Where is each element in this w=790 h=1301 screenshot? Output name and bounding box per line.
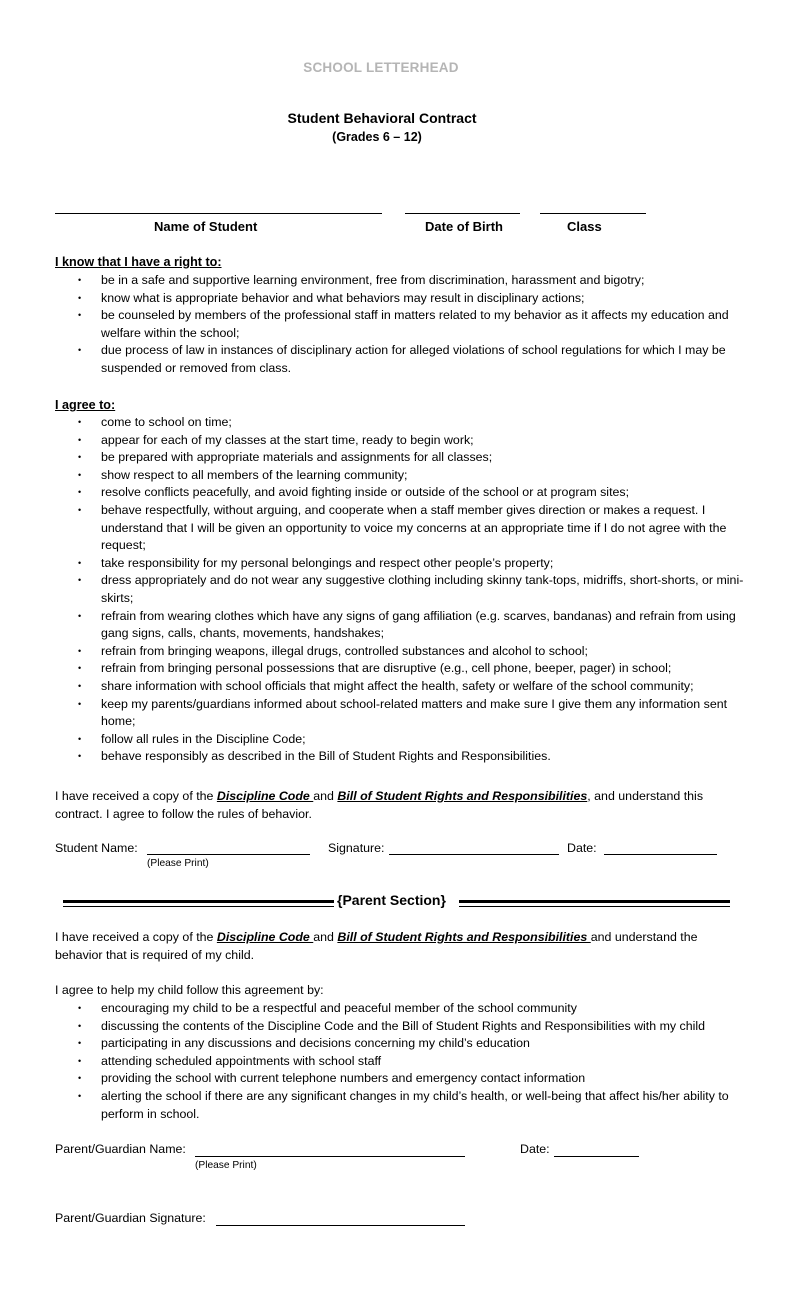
letterhead: SCHOOL LETTERHEAD xyxy=(303,60,459,75)
student-name-field[interactable] xyxy=(147,854,310,855)
list-item: • behave responsibly as described in the Bill of Student Rights and Responsibilities. xyxy=(56,748,756,766)
parent-please-print-note: (Please Print) xyxy=(195,1160,257,1171)
parent-signature-label: Parent/Guardian Signature: xyxy=(55,1211,206,1225)
list-item: • behave respectfully, without arguing, and cooperate when a staff member gives direction or makes a request. I understand that I will be given an opportunity to voice my concerns at an appropriate time if I do not agree with the request; xyxy=(56,502,756,555)
name-of-student-label: Name of Student xyxy=(154,219,258,234)
parent-agree-intro: I agree to help my child follow this agreement by: xyxy=(55,983,324,997)
list-item: • refrain from wearing clothes which have any signs of gang affiliation (e.g. scarves, bandanas) and refrain from using gang signs, calls, chants, movements, handshakes; xyxy=(56,608,756,643)
please-print-note: (Please Print) xyxy=(147,858,209,869)
date-of-birth-label: Date of Birth xyxy=(425,219,503,234)
list-item: • participating in any discussions and decisions concerning my child’s education xyxy=(56,1035,756,1053)
class-line[interactable] xyxy=(540,213,646,214)
list-item: • alerting the school if there are any significant changes in my child’s health, or well-being that affect his/her ability to perform in school. xyxy=(56,1088,756,1123)
list-item: • encouraging my child to be a respectful and peaceful member of the school community xyxy=(56,1000,756,1018)
list-item: • appear for each of my classes at the start time, ready to begin work; xyxy=(56,432,756,450)
rights-list xyxy=(56,272,756,378)
parent-section-title: {Parent Section} xyxy=(337,892,446,908)
list-item: • be in a safe and supportive learning environment, free from discrimination, harassment and bigotry; xyxy=(56,272,756,290)
student-signature-field[interactable] xyxy=(389,854,559,855)
parent-name-field[interactable] xyxy=(195,1156,465,1157)
date-of-birth-line[interactable] xyxy=(405,213,520,214)
student-acknowledgement: I have received a copy of the Discipline Code and Bill of Student Rights and Responsibilities, and understand this contract. I agree to follow the rules of behavior. xyxy=(55,789,704,821)
date-label: Date: xyxy=(567,841,597,855)
list-item: • share information with school officials that might affect the health, safety or welfare of the school community; xyxy=(56,678,756,696)
list-item: • come to school on time; xyxy=(56,414,756,432)
list-item: • refrain from bringing weapons, illegal drugs, controlled substances and alcohol to school; xyxy=(56,643,756,661)
list-item: • attending scheduled appointments with school staff xyxy=(56,1053,756,1071)
list-item: • resolve conflicts peacefully, and avoid fighting inside or outside of the school or at program sites; xyxy=(56,484,756,502)
student-name-label: Student Name: xyxy=(55,841,138,855)
parent-agree-list xyxy=(56,1000,756,1123)
parent-date-field[interactable] xyxy=(554,1156,639,1157)
page-title: Student Behavioral Contract xyxy=(287,110,477,126)
agree-list xyxy=(56,414,756,766)
discipline-code-ref: Discipline Code xyxy=(216,930,314,944)
page-subtitle: (Grades 6 – 12) xyxy=(332,130,422,144)
parent-date-label: Date: xyxy=(520,1142,550,1156)
list-item: • show respect to all members of the learning community; xyxy=(56,467,756,485)
list-item: • due process of law in instances of disciplinary action for alleged violations of school regulations for which I may be suspended or removed from class. xyxy=(56,342,756,377)
rights-heading: I know that I have a right to: xyxy=(55,255,222,269)
list-item: • follow all rules in the Discipline Code; xyxy=(56,731,756,749)
parent-name-label: Parent/Guardian Name: xyxy=(55,1142,186,1156)
list-item: • dress appropriately and do not wear any suggestive clothing including skinny tank-tops, midriffs, short-shorts, or mini-skirts; xyxy=(56,572,756,607)
class-label: Class xyxy=(567,219,602,234)
parent-signature-field[interactable] xyxy=(216,1225,465,1226)
list-item: • providing the school with current telephone numbers and emergency contact information xyxy=(56,1070,756,1088)
divider-right-thin xyxy=(459,906,730,907)
discipline-code-ref: Discipline Code xyxy=(216,789,314,803)
list-item: • discussing the contents of the Discipline Code and the Bill of Student Rights and Responsibilities with my child xyxy=(56,1018,756,1036)
list-item: • refrain from bringing personal possessions that are disruptive (e.g., cell phone, beeper, pager) in school; xyxy=(56,660,756,678)
student-date-field[interactable] xyxy=(604,854,717,855)
signature-label: Signature: xyxy=(328,841,385,855)
divider-left-thin xyxy=(63,906,334,907)
bill-of-rights-ref: Bill of Student Rights and Responsibilities xyxy=(337,789,588,803)
parent-acknowledgement: I have received a copy of the Discipline Code and Bill of Student Rights and Responsibilities and understand the behavior that is required of my child. xyxy=(55,930,698,962)
agree-heading: I agree to: xyxy=(55,398,116,412)
list-item: • know what is appropriate behavior and what behaviors may result in disciplinary actions; xyxy=(56,290,756,308)
list-item: • take responsibility for my personal belongings and respect other people’s property; xyxy=(56,555,756,573)
student-name-line[interactable] xyxy=(55,213,382,214)
list-item: • keep my parents/guardians informed about school-related matters and make sure I give them any information sent home; xyxy=(56,696,756,731)
list-item: • be prepared with appropriate materials and assignments for all classes; xyxy=(56,449,756,467)
bill-of-rights-ref: Bill of Student Rights and Responsibilities xyxy=(337,930,591,944)
list-item: • be counseled by members of the professional staff in matters related to my behavior as it affects my education and welfare within the school; xyxy=(56,307,756,342)
